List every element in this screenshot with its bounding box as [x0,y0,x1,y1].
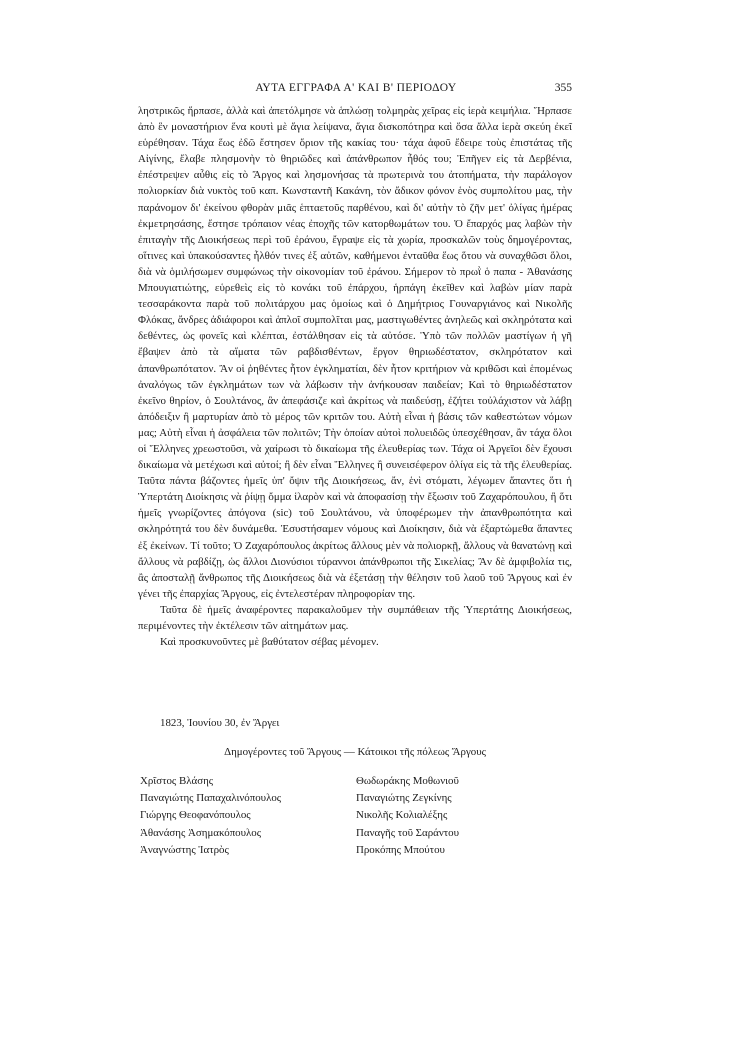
dateline: 1823, Ἰουνίου 30, ἐν Ἄργει [160,717,280,729]
signer-name: Παναγῆς τοῦ Σαράντου [356,826,460,839]
signer-name: Χρῖστος Βλάσης [140,775,214,787]
body-paragraph: ληστρικῶς ἥρπασε, ἀλλὰ καὶ ἀπετόλμησε νὰ ἁπλώσῃ τολμηρὰς χεῖρας εἰς ἱερὰ κειμήλια. Ἥρπασε ἀπὸ ἓν μοναστήριον ἕνα κουτὶ μὲ ἅγια λείψανα, ἅγια δισκοπότηρα καὶ ὅσα ἄλλα ἱερὰ σκεύη ἐκεῖ εὑρέθησαν. Τάχα ἕως ἐδῶ ἔστησεν ὅριον τῆς κακίας του· τάχα ἀφοῦ ἔδειρε τοὺς ἐπιστάτας τῆς Αἰγίνης, ἔλαβε πλησμονὴν τὸ θηριῶδες καὶ ἀπάνθρωπον ἦθός του; Ἐπῆγεν εἰς τὰ Δερβένια, ἐπέστρεψεν αὖθις εἰς τὸ Ἄργος καὶ λησμονήσας τὰ πρωτερινὰ του ἀτοπήματα, τὴν παράλογον πολιορκίαν διὰ νυκτὸς τοῦ καπ. Κωνσταντῆ Κακάνη, τὸν ἄδικον φόνον ἑνὸς συμπολίτου μας, τὴν παράνομον δι' ἐκείνου φθορὰν μιᾶς ἑπταετοῦς παρθένου, καὶ δι' αὐτὴν τὸ ζῆν μετ' ὀλίγας ἡμέρας ἐκμετρησάσης, ἔστησε τρόπαιον νέας ἐποχῆς τῶν κατορθωμάτων του. Ὁ ἔπαρχός μας λαβὼν τὴν ἐπιταγὴν τῆς Διοικήσεως περὶ τοῦ ἐράνου, ἔγραψε εἰς τὰ χωρία, προσκαλῶν τοὺς δημογέροντας, οἵτινες καὶ ὑπακούσαντες ἦλθόν τινες ἐξ αὐτῶν, καθήμενοι ἐνταῦθα ἕως ὅτου νὰ συναχθῶσι ὅλοι, διὰ νὰ ὁμιλήσωμεν συμφώνως τὴν οἰκονομίαν τοῦ ἐράνου. Σήμερον τὸ πρωῒ ὁ παπα - Ἀθανάσης Μπουγιατιώτης, εὑρεθεὶς εἰς τὸ κονάκι τοῦ ἐπάρχου, ἡρπάγη ἐκεῖθεν καὶ λαβὼν μίαν παρὰ τεσσαράκοντα παρὰ τοῦ πολιτάρχου μας ὁμοίως καὶ ὁ Δημήτριος Γουναργιάνος καὶ Νικολῆς Φλόκας, ἄνδρες ἀδιάφοροι καὶ ἁπλοῖ συμπολῖται μας, μαστιγωθέντες ἀνηλεῶς καὶ σκληρότατα καὶ δεθέντες, ὡς φονεῖς καὶ κλέπται, ἐστάλθησαν εἰς τὰ αὐτόσε. Ὑπὸ τῶν πολλῶν μαστίγων ἡ γῆ ἔβαψεν ἀπὸ τὰ αἵματα τῶν ραβδισθέντων, ἔργον θηριωδέστατον, σκληρότατον καὶ ἀπανθρωπότατον. Ἂν οἱ ῥηθέντες ἦτον ἐγκληματίαι, δὲν ἦτον κριτήριον νὰ κριθῶσι καὶ ἑπομένως ἀναλόγως τῶν ἐγκλημάτων των νὰ λάβωσιν τὴν ἀνήκουσαν παιδείαν; Καὶ τὸ θηριωδέστατον ἐκεῖνο θηρίον, ὁ Σουλτάνος, ἂν ἀπεφάσιζε καὶ ἀκρίτως νὰ παιδεύσῃ, ἐζήτει τοὐλάχιστον νὰ λάβῃ ἀπόδειξιν ἢ μαρτυρίαν ἀπὸ τὸ μέρος τῶν κριτῶν του. Αὐτὴ εἶναι ἡ βάσις τῶν καθεστώτων νόμων μας; Αὐτὴ εἶναι ἡ ἀσφάλεια τῶν πολιτῶν; Τὴν ὁποίαν αὐτοὶ πολυειδῶς ὑπεσχέθησαν, ἂν τάχα ὅλοι οἱ Ἕλληνες χρεωστοῦσι, νὰ χαίρωσι τὸ δικαίωμα τῆς ἐλευθερίας των. Τάχα οἱ Ἀργεῖοι δὲν ἔχουσι δικαίωμα νὰ μετέχωσι καὶ αὐτοί; ἢ δὲν εἶναι Ἕλληνες ἢ συνεισέφερον ὀλίγα εἰς τὰ τῆς ἐλευθερίας. Ταῦτα πάντα βάζοντες ἡμεῖς ὑπ' ὄψιν τῆς Διοικήσεως, ἄν, ἑνὶ στόματι, λέγωμεν ἅπαντες ὅτι ἡ Ὑπερτάτη Διοίκησις νὰ ῥίψῃ ὄμμα ἱλαρὸν καὶ νὰ ἀποφασίσῃ τὴν ἔξωσιν τοῦ Ζαχαρόπουλου, ἢ ὅτι ἡμεῖς γνωρίζοντες ἀπόγονα (sic) τοῦ Σουλτάνου, νὰ ὑποφέρωμεν τὴν ἀπανθρωπότητα καὶ σκληρότητά του δὲν δυνάμεθα. Ἐσυστήσαμεν νόμους καὶ Διοίκησιν, διὰ νὰ ἐξαρτώμεθα ἅπαντες ἐξ ἐκείνων. Τί τοῦτο; Ὁ Ζαχαρόπουλος ἀκρίτως ἄλλους μὲν νὰ πολιορκῇ, ἄλλους νὰ θανατώνῃ καὶ ἄλλους νὰ ραβδίζῃ, ὡς ἄλλοι Διονύσιοι τύραννοι ἀπάνθρωποι τῆς Σικελίας; Ἂν δὲ ἀμφιβολία τις, ἂς ἀποσταλῇ ἄνθρωπος τῆς Διοικήσεως διὰ νὰ ἐξετάσῃ τὴν θέλησιν τοῦ λαοῦ τοῦ Ἄργους καὶ ἐν γένει τῆς ἐπαρχίας Ἄργους, εἰς ἐντελεστέραν πληροφορίαν της. [138,105,572,600]
body-paragraph: Ταῦτα δὲ ἡμεῖς ἀναφέροντες παρακαλοῦμεν τὴν συμπάθειαν τῆς Ὑπερτάτης Διοικήσεως, περιμένοντες τὴν ἐκτέλεσιν τῶν αἰτημάτων μας. [138,603,572,632]
page-number: 355 [554,82,572,94]
document-body [138,103,572,650]
signers-column-right [356,773,459,859]
signer-name: Γιώργης Θεοφανόπουλος [140,809,251,822]
running-title: ΑΥΤΑ ΕΓΓΡΑΦΑ Α' ΚΑΙ Β' ΠΕΡΙΟΔΟΥ [255,82,457,94]
signer-name: Παναγιώτης Παπαχαλινόπουλος [140,792,282,805]
closing-line: Καὶ προσκυνοῦντες μὲ βαθύτατον σέβας μένομεν. [160,636,379,649]
signer-name: Προκόπης Μπούτου [356,843,445,856]
signers-heading: Δημογέροντες τοῦ Ἄργους — Κάτοικοι τῆς πόλεως Ἄργους [224,746,486,758]
signer-name: Ἀναγνώστης Ἰατρὸς [140,843,229,856]
signer-name: Παναγιώτης Ζεγκίνης [356,792,452,805]
signer-name: Θωδωράκης Μοθωνιοῦ [356,775,459,787]
signer-name: Ἀθανάσης Ἀσημακόπουλος [140,826,262,839]
signers-column-left [140,773,281,859]
signer-name: Νικολῆς Κολιαλέξης [356,809,448,822]
